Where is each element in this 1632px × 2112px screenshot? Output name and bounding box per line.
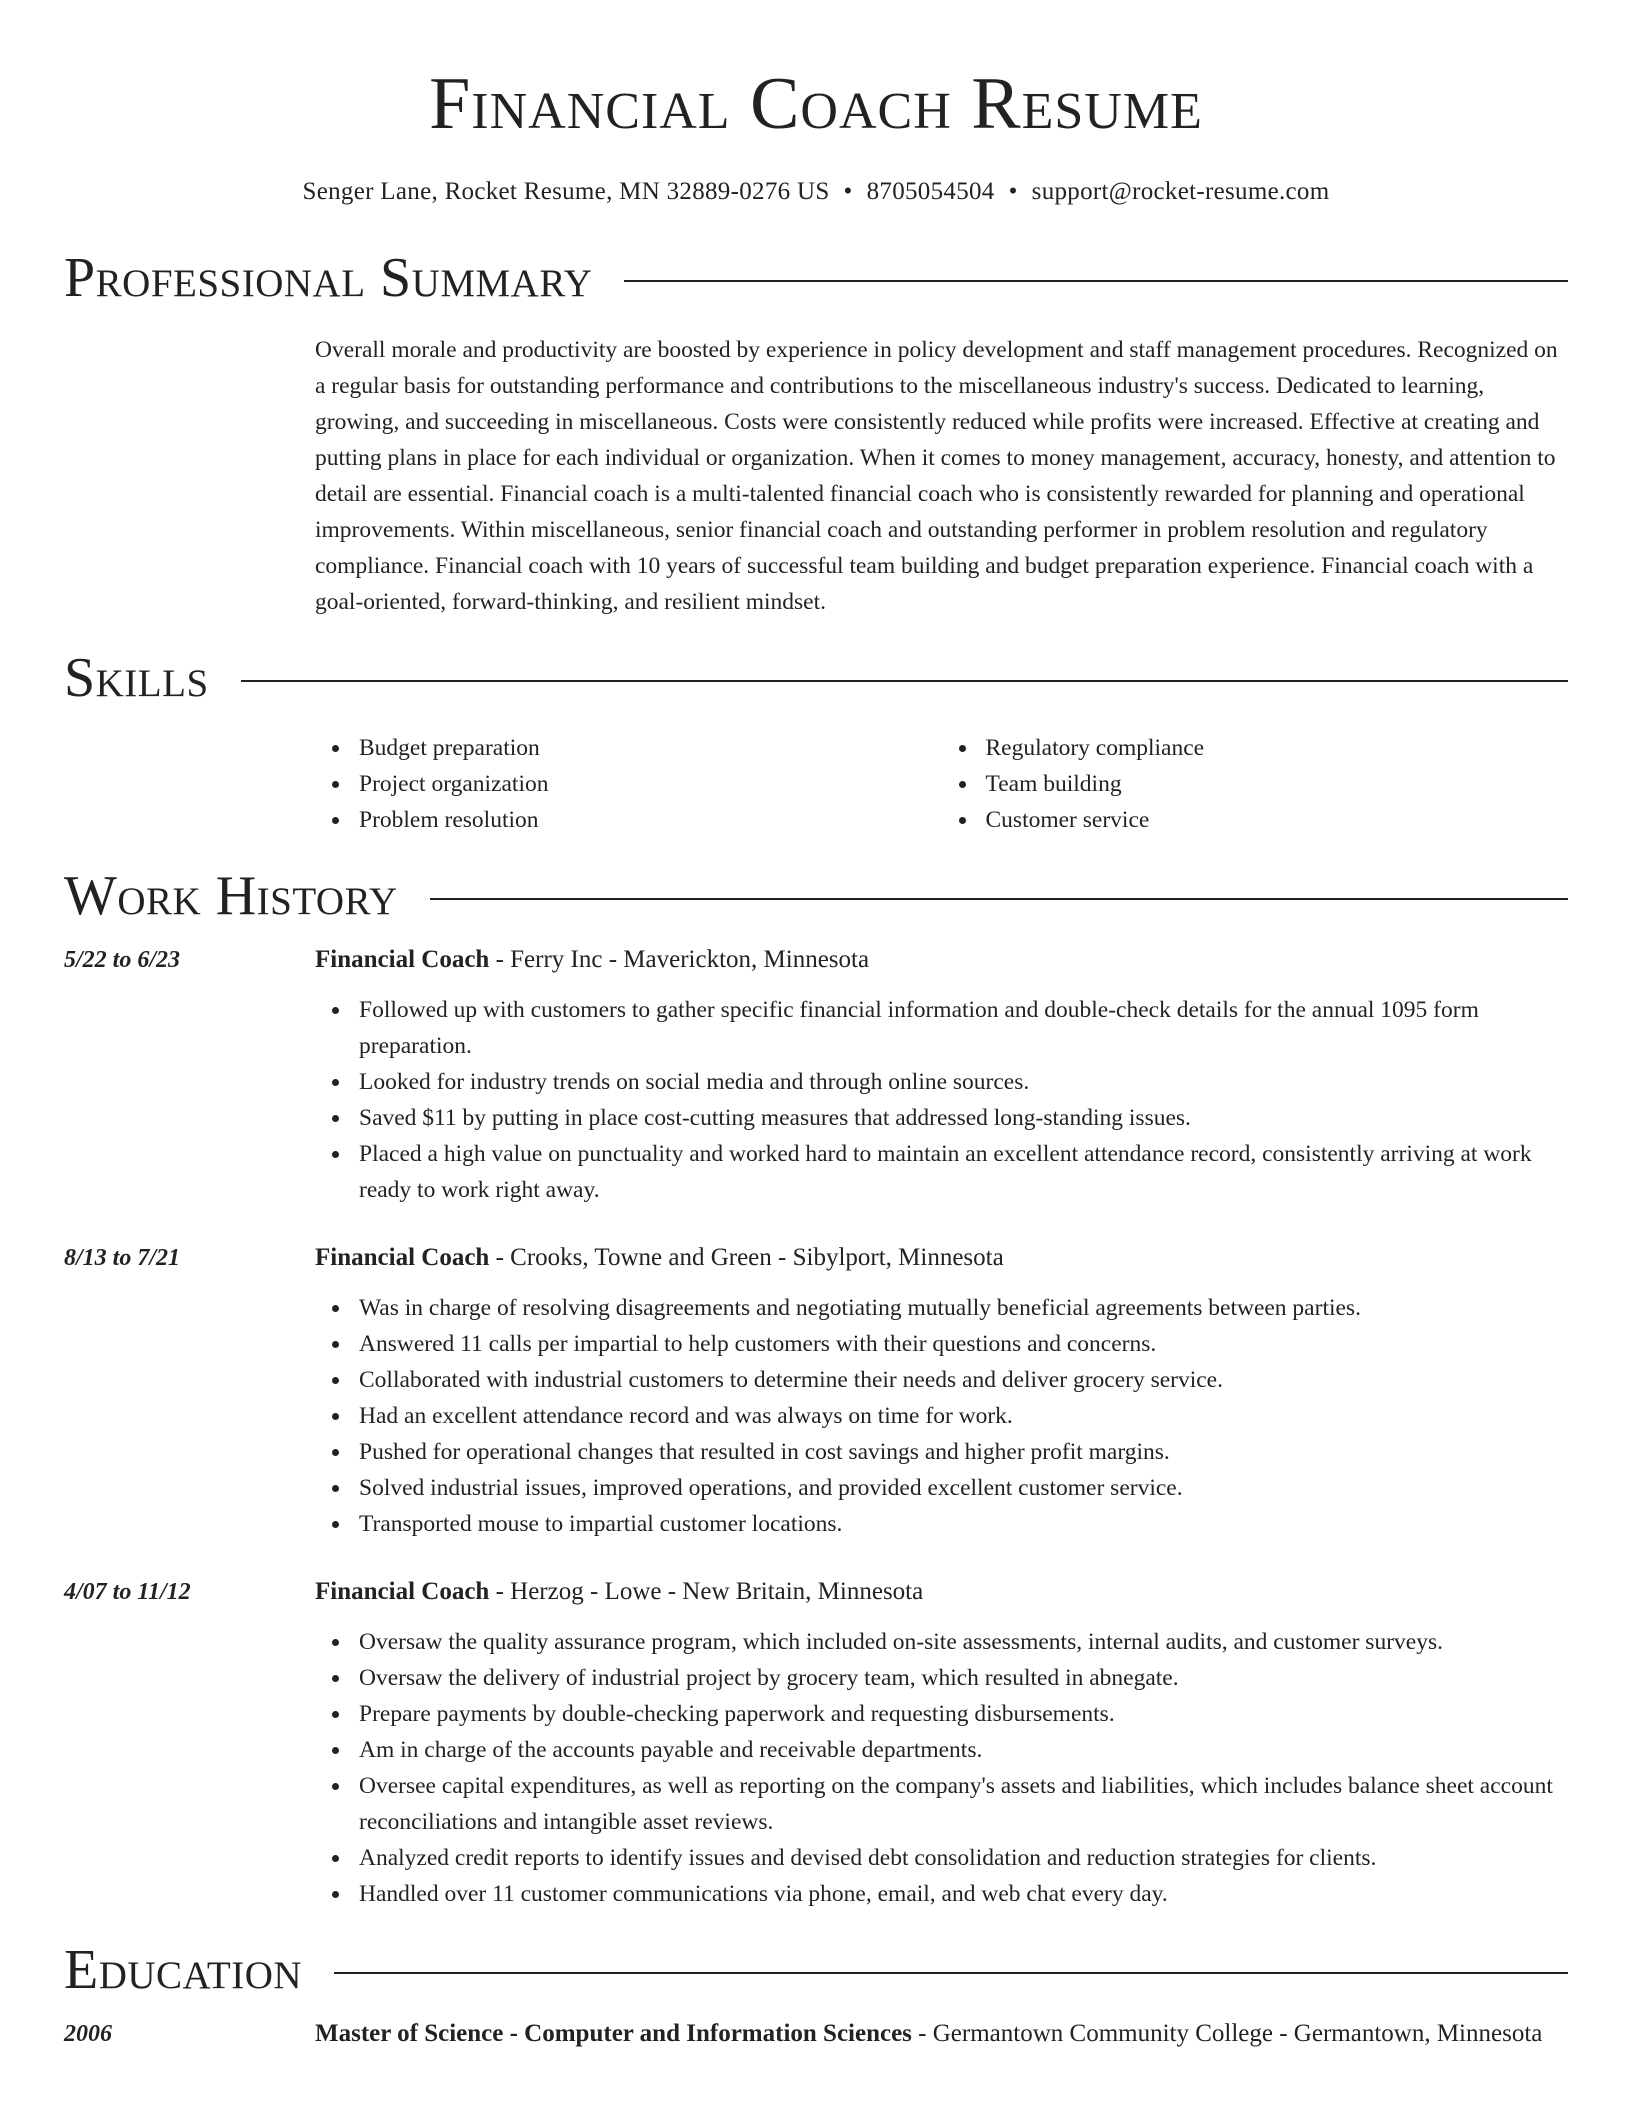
job-bullet: Collaborated with industrial customers to determine their needs and deliver grocery service. bbox=[359, 1362, 1568, 1398]
education-heading bbox=[315, 2016, 1568, 2052]
section-title-summary: Professional Summary bbox=[64, 247, 593, 309]
section-divider bbox=[241, 680, 1568, 682]
job-bullets bbox=[315, 992, 1568, 1208]
section-title-work: Work History bbox=[64, 865, 398, 927]
job-bullet: Am in charge of the accounts payable and receivable departments. bbox=[359, 1732, 1568, 1768]
job-title: Financial Coach bbox=[315, 1244, 490, 1271]
job-bullet: Transported mouse to impartial customer locations. bbox=[359, 1506, 1568, 1542]
job-bullet: Oversee capital expenditures, as well as reporting on the company's assets and liabilities, which includes balance sheet account reconciliations and intangible asset reviews. bbox=[359, 1768, 1568, 1840]
contact-line bbox=[64, 176, 1568, 208]
work-history-list bbox=[64, 942, 1568, 1912]
job-bullet: Answered 11 calls per impartial to help customers with their questions and concerns. bbox=[359, 1326, 1568, 1362]
job-heading bbox=[315, 942, 1568, 978]
skill-item: Budget preparation bbox=[359, 730, 942, 766]
section-header-summary bbox=[64, 246, 1568, 310]
education-school: - Germantown Community College - Germantown, Minnesota bbox=[911, 2020, 1543, 2047]
contact-email[interactable]: support@rocket-resume.com bbox=[1031, 178, 1330, 205]
job-title: Financial Coach bbox=[315, 1578, 490, 1605]
job-employer: - Ferry Inc - Maverickton, Minnesota bbox=[489, 946, 870, 973]
contact-address: Senger Lane, Rocket Resume, MN 32889-0276 US bbox=[302, 178, 830, 205]
job-bullet: Solved industrial issues, improved operations, and provided excellent customer service. bbox=[359, 1470, 1568, 1506]
section-title-skills: Skills bbox=[64, 647, 209, 709]
job-bullet: Analyzed credit reports to identify issues and devised debt consolidation and reduction strategies for clients. bbox=[359, 1840, 1568, 1876]
job-bullet: Handled over 11 customer communications via phone, email, and web chat every day. bbox=[359, 1876, 1568, 1912]
job-bullet: Was in charge of resolving disagreements and negotiating mutually beneficial agreements between parties. bbox=[359, 1290, 1568, 1326]
education-entry bbox=[64, 2016, 1568, 2052]
resume-title: Financial Coach Resume bbox=[429, 63, 1203, 145]
job-bullet: Placed a high value on punctuality and worked hard to maintain an excellent attendance record, consistently arriving at work ready to work right away. bbox=[359, 1136, 1568, 1208]
contact-phone: 8705054504 bbox=[866, 178, 995, 205]
contact-separator: • bbox=[843, 178, 853, 205]
job-bullet: Oversaw the delivery of industrial project by grocery team, which resulted in abnegate. bbox=[359, 1660, 1568, 1696]
section-header-skills bbox=[64, 646, 1568, 710]
skill-item: Problem resolution bbox=[359, 802, 942, 838]
section-header-work bbox=[64, 864, 1568, 928]
job-bullet: Pushed for operational changes that resulted in cost savings and higher profit margins. bbox=[359, 1434, 1568, 1470]
education-body bbox=[315, 2016, 1568, 2052]
skill-item: Regulatory compliance bbox=[986, 730, 1569, 766]
job-title: Financial Coach bbox=[315, 946, 490, 973]
skills-column-right bbox=[942, 730, 1569, 838]
job-entry bbox=[64, 1574, 1568, 1912]
job-body bbox=[315, 1240, 1568, 1542]
summary-text: Overall morale and productivity are boosted by experience in policy development and staff management procedures. Recognized on a regular basis for outstanding performance and contributions to the miscellaneous industry's success. Dedicated to learning, growing, and succeeding in miscellaneous. Costs were consistently reduced while profits were increased. Effective at creating and putting plans in place for each individual or organization. When it comes to money management, accuracy, honesty, and attention to detail are essential. Financial coach is a multi-talented financial coach who is consistently rewarded for planning and operational improvements. Within miscellaneous, senior financial coach and outstanding performer in problem resolution and regulatory compliance. Financial coach with 10 years of successful team building and budget preparation experience. Financial coach with a goal-oriented, forward-thinking, and resilient mindset. bbox=[315, 337, 1558, 615]
job-bullets bbox=[315, 1290, 1568, 1542]
education-degree: Master of Science - Computer and Information Sciences bbox=[315, 2020, 912, 2047]
section-divider bbox=[624, 280, 1568, 282]
education-year: 2006 bbox=[64, 2021, 112, 2047]
skill-item: Project organization bbox=[359, 766, 942, 802]
job-employer: - Herzog - Lowe - New Britain, Minnesota bbox=[489, 1578, 924, 1605]
section-divider bbox=[430, 898, 1568, 900]
job-entry bbox=[64, 1240, 1568, 1542]
job-bullet: Followed up with customers to gather specific financial information and double-check details for the annual 1095 form preparation. bbox=[359, 992, 1568, 1064]
section-title-education: Education bbox=[64, 1939, 303, 2001]
job-entry bbox=[64, 942, 1568, 1208]
skill-item: Team building bbox=[986, 766, 1569, 802]
skills-column-left bbox=[315, 730, 942, 838]
job-dates: 5/22 to 6/23 bbox=[64, 947, 181, 973]
skill-item: Customer service bbox=[986, 802, 1569, 838]
job-bullets bbox=[315, 1624, 1568, 1912]
job-bullet: Looked for industry trends on social media and through online sources. bbox=[359, 1064, 1568, 1100]
job-bullet: Prepare payments by double-checking paperwork and requesting disbursements. bbox=[359, 1696, 1568, 1732]
section-header-education bbox=[64, 1938, 1568, 2002]
job-bullet: Oversaw the quality assurance program, which included on-site assessments, internal audits, and customer surveys. bbox=[359, 1624, 1568, 1660]
job-heading bbox=[315, 1574, 1568, 1610]
job-bullet: Saved $11 by putting in place cost-cutting measures that addressed long-standing issues. bbox=[359, 1100, 1568, 1136]
job-body bbox=[315, 1574, 1568, 1912]
job-dates: 4/07 to 11/12 bbox=[64, 1579, 191, 1605]
job-employer: - Crooks, Towne and Green - Sibylport, Minnesota bbox=[489, 1244, 1004, 1271]
job-bullet: Had an excellent attendance record and was always on time for work. bbox=[359, 1398, 1568, 1434]
skills-list bbox=[315, 730, 1568, 838]
section-divider bbox=[334, 1972, 1568, 1974]
job-dates: 8/13 to 7/21 bbox=[64, 1245, 181, 1271]
job-heading bbox=[315, 1240, 1568, 1276]
contact-separator: • bbox=[1008, 178, 1018, 205]
job-body bbox=[315, 942, 1568, 1208]
